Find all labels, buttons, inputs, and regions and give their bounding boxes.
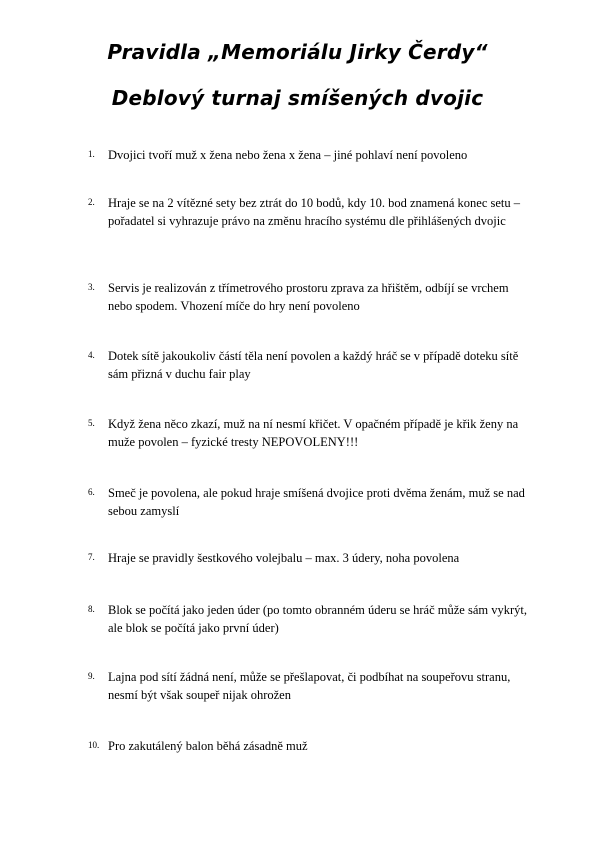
rule-number: 1.	[88, 149, 95, 159]
rule-text: Blok se počítá jako jeden úder (po tomto obranném úderu se hráč může sám vykrýt, ale blok se počítá jako první úder)	[108, 603, 527, 635]
rule-number: 5.	[88, 418, 95, 428]
rule-number: 7.	[88, 552, 95, 562]
rule-text: Servis je realizován z třímetrového prostoru zprava za hřištěm, odbíjí se vrchem nebo spodem. Vhození míče do hry není povoleno	[108, 281, 509, 313]
document-subtitle: Deblový turnaj smíšených dvojic	[111, 86, 484, 110]
rule-number: 8.	[88, 604, 95, 614]
rule-text: Hraje se pravidly šestkového volejbalu – max. 3 údery, noha povolena	[108, 551, 460, 565]
rule-text: Hraje se na 2 vítězné sety bez ztrát do 10 bodů, kdy 10. bod znamená konec setu – pořadatel si vyhrazuje právo na změnu hracího systému dle přihlášených dvojic	[108, 196, 521, 228]
document-title: Pravidla „Memoriálu Jirky Čerdy“	[107, 40, 488, 64]
rule-text: Dotek sítě jakoukoliv částí těla není povolen a každý hráč se v případě doteku sítě sám přizná v duchu fair play	[108, 349, 519, 381]
rule-text: Smeč je povolena, ale pokud hraje smíšená dvojice proti dvěma ženám, muž se nad sebou zamyslí	[108, 486, 525, 518]
rule-text: Lajna pod sítí žádná není, může se přešlapovat, či podbíhat na soupeřovu stranu, nesmí být však soupeř nijak ohrožen	[108, 670, 511, 702]
rule-number: 9.	[88, 671, 95, 681]
rule-number: 10.	[88, 740, 100, 750]
rule-text: Když žena něco zkazí, muž na ní nesmí křičet. V opačném případě je křik ženy na muže povolen – fyzické tresty NEPOVOLENY!!!	[108, 417, 519, 449]
rule-number: 4.	[88, 350, 95, 360]
rule-number: 2.	[88, 197, 95, 207]
rule-number: 3.	[88, 282, 95, 292]
rule-text: Pro zakutálený balon běhá zásadně muž	[108, 739, 308, 753]
rule-text: Dvojici tvoří muž x žena nebo žena x žena – jiné pohlaví není povoleno	[108, 148, 468, 162]
rule-number: 6.	[88, 487, 95, 497]
